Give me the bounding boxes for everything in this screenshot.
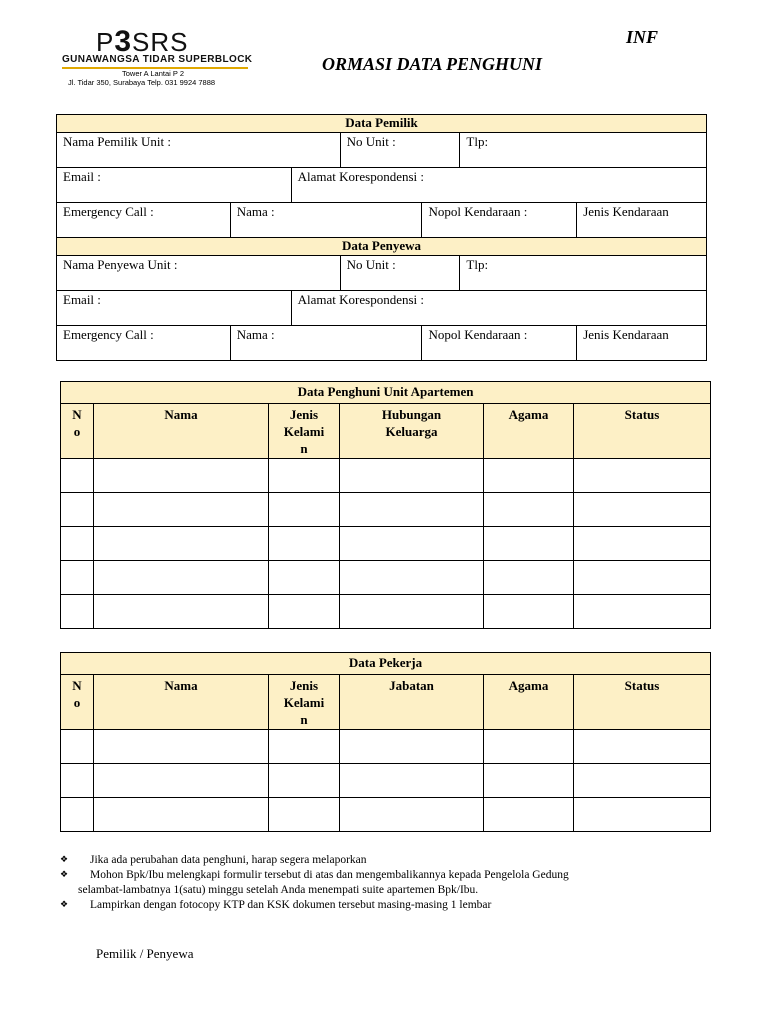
owner-address-field[interactable]: Alamat Korespondensi : (297, 169, 425, 184)
table-cell[interactable] (269, 798, 340, 832)
workers-header-row (61, 675, 711, 730)
table-cell[interactable] (269, 730, 340, 764)
table-row (61, 459, 711, 493)
note-text-continued: selambat-lambatnya 1(satu) minggu setelah Anda menempati suite apartemen Bpk/Ibu. (78, 884, 479, 896)
table-cell[interactable] (94, 459, 269, 493)
table-cell[interactable] (94, 595, 269, 629)
table-cell[interactable] (574, 798, 711, 832)
table-cell[interactable] (340, 561, 484, 595)
occupants-column-header: Hubungan Keluarga (340, 404, 484, 459)
tenant-section-header: Data Penyewa (57, 238, 707, 256)
occupants-column-header: N o (61, 404, 94, 459)
occupants-table-body (61, 459, 711, 629)
table-cell[interactable] (340, 764, 484, 798)
table-row (61, 493, 711, 527)
occupants-column-header: Status (574, 404, 711, 459)
table-row (61, 730, 711, 764)
tenant-emergency-name-field[interactable]: Nama : (231, 326, 423, 360)
table-row (61, 595, 711, 629)
table-cell[interactable] (340, 527, 484, 561)
table-cell[interactable] (574, 527, 711, 561)
table-cell[interactable] (484, 798, 574, 832)
tenant-row-3 (57, 326, 707, 361)
table-cell[interactable] (269, 527, 340, 561)
logo-name: GUNAWANGSA TIDAR SUPERBLOCK (62, 54, 253, 65)
table-cell[interactable] (94, 561, 269, 595)
note-item (60, 898, 676, 913)
tenant-address-field[interactable]: Alamat Korespondensi : (297, 292, 425, 307)
table-cell[interactable] (340, 798, 484, 832)
occupants-table-caption: Data Penghuni Unit Apartemen (61, 382, 711, 404)
table-cell[interactable] (94, 798, 269, 832)
diamond-bullet-icon: ❖ (60, 900, 69, 910)
tenant-row-1 (57, 256, 707, 291)
owner-tenant-form (56, 114, 707, 361)
signature-label: Pemilik / Penyewa (96, 946, 194, 961)
note-text: Lampirkan dengan fotocopy KTP dan KSK dokumen tersebut masing-masing 1 lembar (90, 899, 492, 911)
diamond-bullet-icon: ❖ (60, 870, 69, 880)
owner-section-header: Data Pemilik (57, 115, 707, 133)
note-text: Mohon Bpk/Ibu melengkapi formulir tersebut di atas dan mengembalikannya kepada Pengelola Gedung (90, 869, 569, 881)
occupants-column-header: Agama (484, 404, 574, 459)
occupants-header-row (61, 404, 711, 459)
table-cell[interactable] (484, 493, 574, 527)
table-cell[interactable] (484, 459, 574, 493)
table-cell[interactable] (269, 459, 340, 493)
logo-mark-srs: SRS (132, 27, 189, 57)
workers-column-header: Jabatan (340, 675, 484, 730)
note-item (60, 868, 676, 898)
workers-column-header: Agama (484, 675, 574, 730)
owner-name-field[interactable]: Nama Pemilik Unit : (57, 133, 341, 167)
logo-address-2: Jl. Tidar 350, Surabaya Telp. 031 9924 7888 (68, 78, 216, 87)
owner-vehicle-field[interactable]: Jenis Kendaraan (583, 204, 669, 219)
table-cell[interactable] (61, 493, 94, 527)
notes-list (60, 853, 676, 913)
table-cell[interactable] (269, 561, 340, 595)
table-cell[interactable] (61, 595, 94, 629)
workers-column-header: Status (574, 675, 711, 730)
table-cell[interactable] (574, 764, 711, 798)
owner-row-1 (57, 133, 707, 168)
table-cell[interactable] (61, 798, 94, 832)
table-cell[interactable] (340, 730, 484, 764)
logo-mark (96, 25, 189, 58)
owner-row-2 (57, 168, 707, 203)
table-row (61, 798, 711, 832)
owner-phone-field[interactable]: Tlp: (466, 134, 489, 149)
table-row (61, 764, 711, 798)
table-cell[interactable] (574, 493, 711, 527)
tenant-unit-field[interactable]: No Unit : (341, 256, 461, 290)
table-cell[interactable] (340, 493, 484, 527)
owner-plate-field[interactable]: Nopol Kendaraan : (422, 203, 577, 237)
workers-column-header: N o (61, 675, 94, 730)
table-cell[interactable] (484, 595, 574, 629)
tenant-emergency-field[interactable]: Emergency Call : (57, 326, 231, 360)
tenant-row-2 (57, 291, 707, 326)
table-cell[interactable] (340, 459, 484, 493)
tenant-phone-field[interactable]: Tlp: (466, 257, 489, 272)
tenant-vehicle-field[interactable]: Jenis Kendaraan (583, 327, 669, 342)
workers-column-header: Nama (94, 675, 269, 730)
logo-mark-3: 3 (114, 25, 133, 58)
table-cell[interactable] (574, 561, 711, 595)
occupants-column-header: Jenis Kelami n (269, 404, 340, 459)
note-item (60, 853, 676, 868)
table-cell[interactable] (484, 764, 574, 798)
tenant-plate-field[interactable]: Nopol Kendaraan : (422, 326, 577, 360)
table-cell[interactable] (61, 561, 94, 595)
owner-emergency-name-field[interactable]: Nama : (231, 203, 423, 237)
owner-row-3 (57, 203, 707, 238)
diamond-bullet-icon: ❖ (60, 855, 69, 865)
table-row (61, 561, 711, 595)
tenant-name-field[interactable]: Nama Penyewa Unit : (57, 256, 341, 290)
page-title-part-1: INF (626, 27, 659, 47)
workers-column-header: Jenis Kelami n (269, 675, 340, 730)
table-cell[interactable] (574, 459, 711, 493)
workers-table-body (61, 730, 711, 832)
table-cell[interactable] (484, 527, 574, 561)
table-cell[interactable] (574, 730, 711, 764)
table-cell[interactable] (269, 595, 340, 629)
logo (62, 25, 253, 88)
occupants-column-header: Nama (94, 404, 269, 459)
owner-unit-field[interactable]: No Unit : (341, 133, 461, 167)
table-cell[interactable] (61, 764, 94, 798)
note-text: Jika ada perubahan data penghuni, harap segera melaporkan (90, 854, 367, 866)
owner-email-field[interactable]: Email : (57, 168, 292, 202)
workers-table (60, 652, 711, 832)
table-cell[interactable] (61, 730, 94, 764)
table-cell[interactable] (340, 595, 484, 629)
table-row (61, 527, 711, 561)
page-title-part-2: ORMASI DATA PENGHUNI (322, 54, 543, 74)
logo-address-1: Tower A Lantai P 2 (122, 69, 184, 78)
logo-mark-p: P (96, 27, 115, 57)
table-cell[interactable] (61, 459, 94, 493)
table-cell[interactable] (574, 595, 711, 629)
table-cell[interactable] (61, 527, 94, 561)
table-cell[interactable] (484, 730, 574, 764)
table-cell[interactable] (269, 764, 340, 798)
occupants-table (60, 381, 711, 629)
workers-table-caption: Data Pekerja (61, 653, 711, 675)
table-cell[interactable] (94, 493, 269, 527)
table-cell[interactable] (484, 561, 574, 595)
owner-emergency-field[interactable]: Emergency Call : (57, 203, 231, 237)
table-cell[interactable] (94, 764, 269, 798)
table-cell[interactable] (94, 730, 269, 764)
table-cell[interactable] (269, 493, 340, 527)
table-cell[interactable] (94, 527, 269, 561)
tenant-email-field[interactable]: Email : (57, 291, 292, 325)
